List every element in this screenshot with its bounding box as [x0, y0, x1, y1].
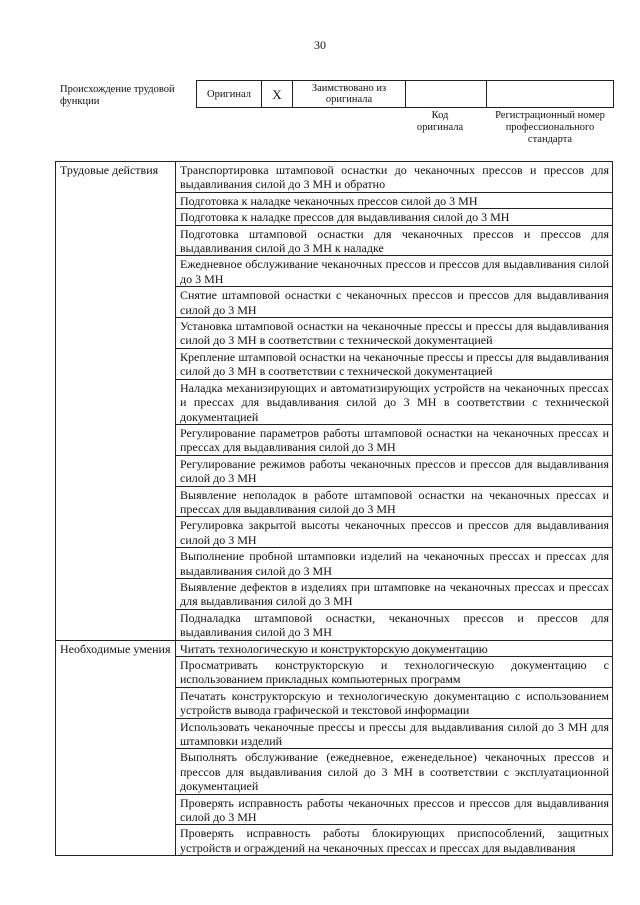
code-caption: Код оригинала	[416, 110, 464, 133]
required-skills-item: Читать технологическую и конструкторскую документацию	[176, 640, 613, 656]
labor-actions-item: Крепление штамповой оснастки на чеканочные прессы и прессы для выдавливания силой до 3 МН в соответствии с технической документацией	[176, 348, 613, 379]
original-cell: Оригинал	[197, 81, 262, 108]
required-skills-item: Выполнять обслуживание (ежедневное, еженедельное) чеканочных прессов и прессов для выдавливания силой до 3 МН в соответствии с эксплуатационной документацией	[176, 749, 613, 794]
page-number: 30	[314, 38, 326, 52]
labor-actions-item: Транспортировка штамповой оснастки до чеканочных прессов и прессов для выдавливания силой до 3 МН и обратно	[176, 162, 613, 193]
required-skills-item: Печатать конструкторскую и технологическую документацию с использованием устройств вывода графической и текстовой информации	[176, 687, 613, 718]
labor-actions-item: Регулирование параметров работы штамповой оснастки на чеканочных прессах и прессах для выдавливания силой до 3 МН	[176, 424, 613, 455]
labor-actions-item: Регулировка закрытой высоты чеканочных прессов и прессов для выдавливания силой до 3 МН	[176, 517, 613, 548]
labor-actions-item: Подналадка штамповой оснастки, чеканочных прессов и прессов для выдавливания силой до 3 МН	[176, 609, 613, 640]
labor-actions-item: Установка штамповой оснастки на чеканочные прессы и прессы для выдавливания силой до 3 МН в соответствии с технической документацией	[176, 318, 613, 349]
labor-actions-item: Выявление неполадок в работе штамповой оснастки на чеканочных прессах и прессах для выдавливания силой до 3 МН	[176, 486, 613, 517]
origin-label: Происхождение трудовой функции	[60, 84, 175, 107]
table-row	[56, 162, 613, 193]
function-table	[55, 161, 613, 856]
table-row	[56, 640, 613, 656]
required-skills-label: Необходимые умения	[56, 640, 176, 856]
labor-actions-item: Наладка механизирующих и автоматизирующих устройств на чеканочных прессах и прессах для выдавливания силой до 3 МН в соответствии с технической документацией	[176, 379, 613, 424]
labor-actions-item: Выполнение пробной штамповки изделий на чеканочных прессах и прессах для выдавливания силой до 3 МН	[176, 548, 613, 579]
labor-actions-item: Ежедневное обслуживание чеканочных прессов и прессов для выдавливания силой до 3 МН	[176, 256, 613, 287]
required-skills-item: Проверять исправность работы блокирующих приспособлений, защитных устройств и ограждений на чеканочных прессах и прессах для выдавливания	[176, 825, 613, 856]
required-skills-item: Использовать чеканочные прессы и прессы для выдавливания силой до 3 МН для штамповки изделий	[176, 718, 613, 749]
reg-caption: Регистрационный номер профессионального стандарта	[495, 110, 605, 145]
labor-actions-item: Подготовка к наладке прессов для выдавливания силой до 3 МН	[176, 209, 613, 225]
original-mark: X	[262, 81, 293, 108]
origin-table	[196, 80, 614, 108]
labor-actions-item: Снятие штамповой оснастки с чеканочных прессов и прессов для выдавливания силой до 3 МН	[176, 287, 613, 318]
required-skills-item: Проверять исправность работы чеканочных прессов и прессов для выдавливания силой до 3 МН	[176, 794, 613, 825]
labor-actions-item: Выявление дефектов в изделиях при штамповке на чеканочных прессах и прессах для выдавливания силой до 3 МН	[176, 578, 613, 609]
reg-number-cell	[487, 81, 614, 108]
labor-actions-item: Подготовка штамповой оснастки для чеканочных прессов и прессов для выдавливания силой до 3 МН к наладке	[176, 225, 613, 256]
required-skills-item: Просматривать конструкторскую и технологическую документацию с использованием прикладных компьютерных программ	[176, 657, 613, 688]
code-cell	[406, 81, 487, 108]
borrowed-cell: Заимствовано из оригинала	[293, 81, 406, 108]
labor-actions-item: Регулирование режимов работы чеканочных прессов и прессов для выдавливания силой до 3 МН	[176, 455, 613, 486]
labor-actions-label: Трудовые действия	[56, 162, 176, 641]
labor-actions-item: Подготовка к наладке чеканочных прессов силой до 3 МН	[176, 192, 613, 208]
